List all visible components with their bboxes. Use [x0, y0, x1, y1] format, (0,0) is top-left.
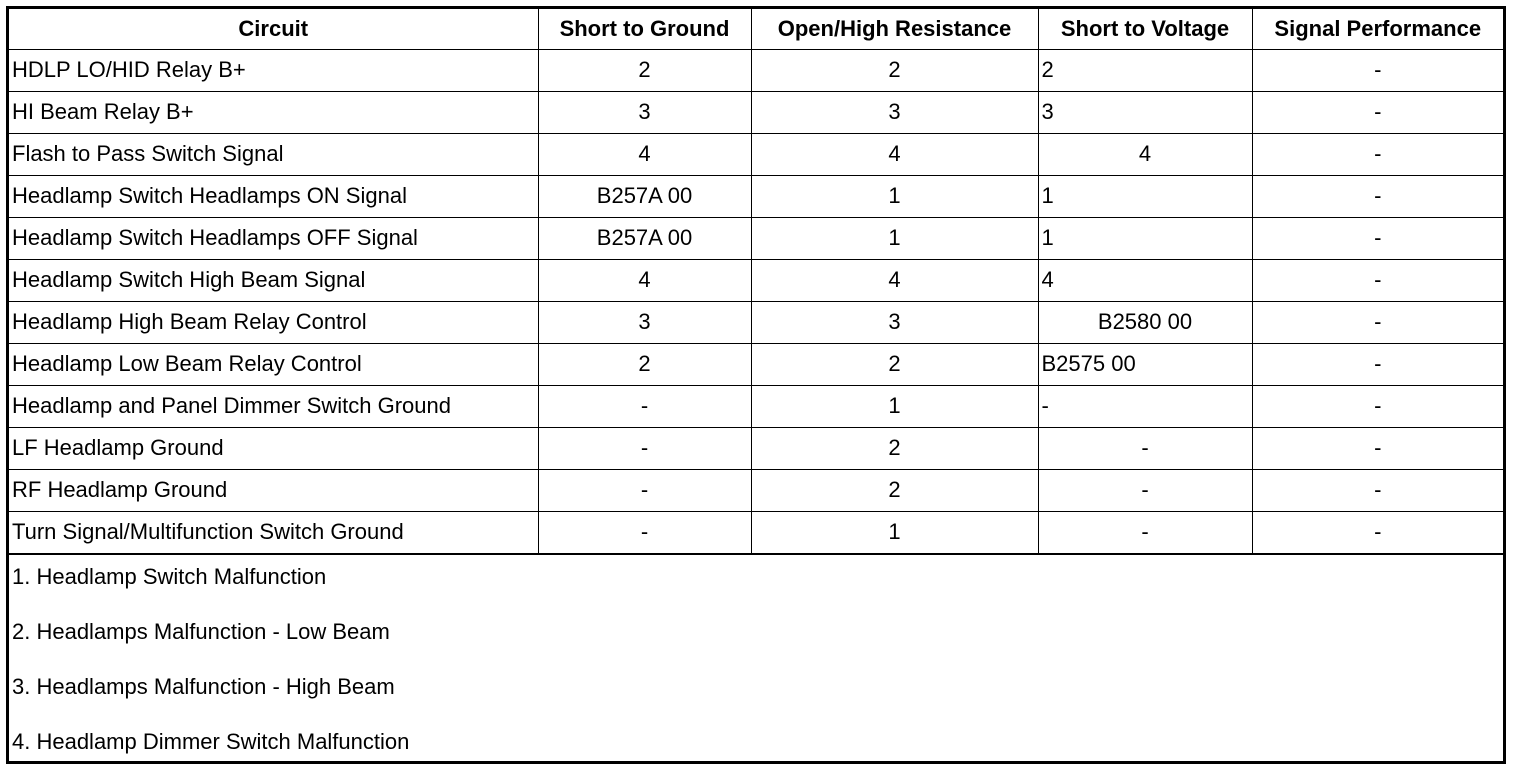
cell-signal-performance: - — [1252, 385, 1503, 427]
header-row — [9, 9, 1503, 49]
cell-open-high-resistance: 2 — [751, 49, 1038, 91]
table-row — [9, 49, 1503, 91]
cell-short-to-ground: - — [538, 469, 751, 511]
cell-short-to-voltage: - — [1038, 469, 1252, 511]
cell-short-to-voltage: 4 — [1038, 133, 1252, 175]
header-short-to-voltage: Short to Voltage — [1038, 9, 1252, 49]
cell-circuit: Headlamp High Beam Relay Control — [9, 301, 538, 343]
cell-signal-performance: - — [1252, 175, 1503, 217]
cell-short-to-voltage: 2 — [1038, 49, 1252, 91]
cell-signal-performance: - — [1252, 469, 1503, 511]
cell-circuit: Headlamp and Panel Dimmer Switch Ground — [9, 385, 538, 427]
cell-circuit: HI Beam Relay B+ — [9, 91, 538, 133]
cell-circuit: LF Headlamp Ground — [9, 427, 538, 469]
header-circuit: Circuit — [9, 9, 538, 49]
cell-signal-performance: - — [1252, 133, 1503, 175]
cell-open-high-resistance: 1 — [751, 511, 1038, 553]
cell-open-high-resistance: 3 — [751, 301, 1038, 343]
cell-short-to-ground: B257A 00 — [538, 175, 751, 217]
cell-short-to-ground: B257A 00 — [538, 217, 751, 259]
cell-circuit: Headlamp Switch Headlamps ON Signal — [9, 175, 538, 217]
cell-short-to-ground: 3 — [538, 91, 751, 133]
table-row — [9, 343, 1503, 385]
cell-short-to-ground: 4 — [538, 259, 751, 301]
table-row — [9, 469, 1503, 511]
cell-signal-performance: - — [1252, 259, 1503, 301]
table-row — [9, 511, 1503, 553]
cell-short-to-ground: 4 — [538, 133, 751, 175]
cell-short-to-ground: 2 — [538, 343, 751, 385]
header-short-to-ground: Short to Ground — [538, 9, 751, 49]
cell-short-to-voltage: 1 — [1038, 217, 1252, 259]
cell-signal-performance: - — [1252, 301, 1503, 343]
cell-short-to-voltage: - — [1038, 511, 1252, 553]
cell-short-to-ground: 3 — [538, 301, 751, 343]
table-row — [9, 259, 1503, 301]
footnote: 4. Headlamp Dimmer Switch Malfunction — [12, 728, 410, 754]
cell-circuit: Headlamp Switch High Beam Signal — [9, 259, 538, 301]
cell-short-to-ground: - — [538, 511, 751, 553]
cell-signal-performance: - — [1252, 91, 1503, 133]
cell-signal-performance: - — [1252, 49, 1503, 91]
cell-signal-performance: - — [1252, 511, 1503, 553]
table-row — [9, 133, 1503, 175]
cell-short-to-voltage: - — [1038, 385, 1252, 427]
cell-open-high-resistance: 2 — [751, 343, 1038, 385]
cell-signal-performance: - — [1252, 217, 1503, 259]
footnote: 3. Headlamps Malfunction - High Beam — [12, 673, 395, 699]
cell-open-high-resistance: 2 — [751, 427, 1038, 469]
cell-open-high-resistance: 3 — [751, 91, 1038, 133]
table-row — [9, 427, 1503, 469]
cell-short-to-ground: - — [538, 427, 751, 469]
cell-circuit: Turn Signal/Multifunction Switch Ground — [9, 511, 538, 553]
cell-short-to-voltage: 1 — [1038, 175, 1252, 217]
circuit-fault-table — [9, 9, 1503, 554]
table-row — [9, 175, 1503, 217]
table-row — [9, 91, 1503, 133]
cell-signal-performance: - — [1252, 427, 1503, 469]
table-row — [9, 301, 1503, 343]
cell-short-to-voltage: - — [1038, 427, 1252, 469]
cell-short-to-voltage: B2580 00 — [1038, 301, 1252, 343]
footnote: 2. Headlamps Malfunction - Low Beam — [12, 618, 390, 644]
cell-short-to-voltage: 4 — [1038, 259, 1252, 301]
header-signal-performance: Signal Performance — [1252, 9, 1503, 49]
footnote: 1. Headlamp Switch Malfunction — [12, 563, 327, 589]
cell-short-to-ground: 2 — [538, 49, 751, 91]
cell-signal-performance: - — [1252, 343, 1503, 385]
cell-short-to-voltage: B2575 00 — [1038, 343, 1252, 385]
table-row — [9, 217, 1503, 259]
cell-open-high-resistance: 1 — [751, 175, 1038, 217]
cell-circuit: Headlamp Low Beam Relay Control — [9, 343, 538, 385]
cell-open-high-resistance: 2 — [751, 469, 1038, 511]
cell-open-high-resistance: 1 — [751, 217, 1038, 259]
cell-circuit: Headlamp Switch Headlamps OFF Signal — [9, 217, 538, 259]
diagnostic-table-frame — [6, 6, 1506, 764]
table-row — [9, 385, 1503, 427]
cell-open-high-resistance: 1 — [751, 385, 1038, 427]
header-open-high-resistance: Open/High Resistance — [751, 9, 1038, 49]
cell-circuit: HDLP LO/HID Relay B+ — [9, 49, 538, 91]
cell-open-high-resistance: 4 — [751, 133, 1038, 175]
table-body — [9, 49, 1503, 553]
cell-short-to-ground: - — [538, 385, 751, 427]
cell-circuit: Flash to Pass Switch Signal — [9, 133, 538, 175]
cell-open-high-resistance: 4 — [751, 259, 1038, 301]
cell-circuit: RF Headlamp Ground — [9, 469, 538, 511]
footnotes — [9, 554, 1503, 765]
cell-short-to-voltage: 3 — [1038, 91, 1252, 133]
